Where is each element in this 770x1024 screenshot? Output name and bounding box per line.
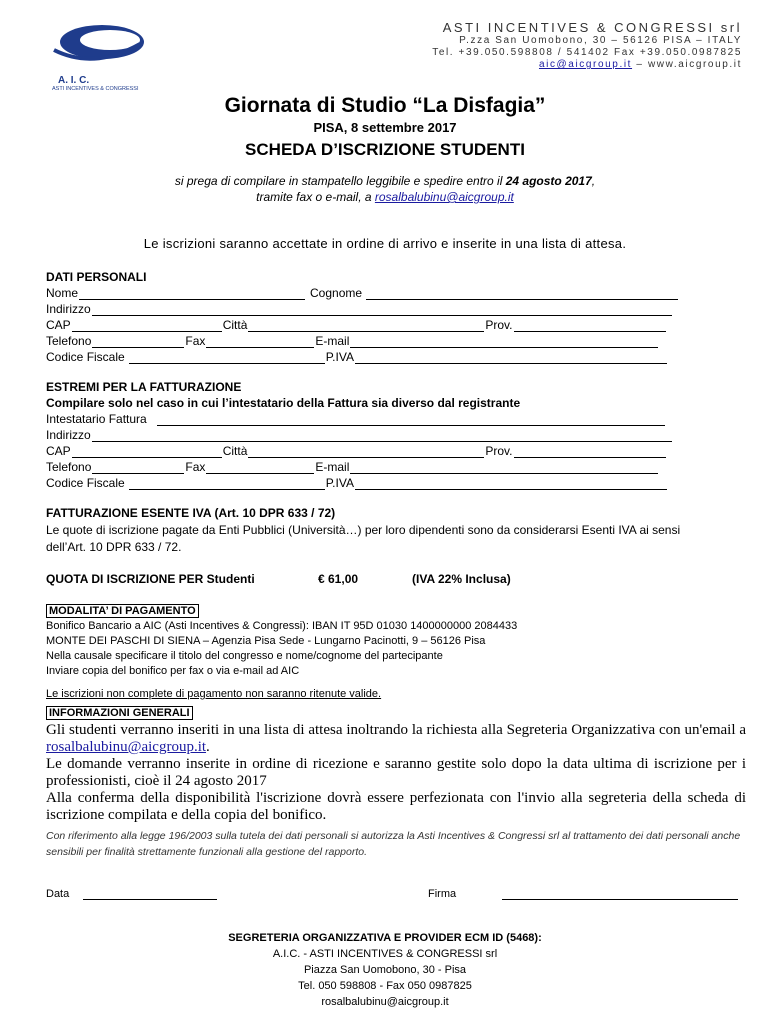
signature-field[interactable]	[502, 888, 738, 900]
footer-line-5: rosalbalubinu@aicgroup.it	[321, 996, 449, 1008]
company-header	[432, 20, 742, 71]
info-paragraph-2: Le domande verranno inserite in ordine di ricezione e saranno gestite solo dopo la data ultima di iscrizione per i professionisti, cioè il 24 agosto 2017	[46, 756, 746, 789]
footer-line-4: Tel. 050 598808 - Fax 050 0987825	[298, 980, 472, 992]
payment-heading: MODALITA’ DI PAGAMENTO	[46, 604, 199, 618]
fee-vat: (IVA 22% Inclusa)	[412, 572, 511, 586]
email-label: E-mail	[315, 334, 350, 348]
payment-line: MONTE DEI PASCHI DI SIENA – Agenzia Pisa Sede - Lungarno Pacinotti, 9 – 56126 Pisa	[46, 635, 486, 647]
personal-data-heading: DATI PERSONALI	[46, 270, 147, 284]
vat-text-1: Le quote di iscrizione pagate da Enti Pubblici (Università…) per loro dipendenti sono da considerarsi Esenti IVA ai sensi	[46, 523, 681, 537]
billing-telefono-row	[46, 460, 659, 474]
prov-field[interactable]	[514, 320, 666, 332]
note-deadline: 24 agosto 2017	[505, 174, 592, 188]
company-name: ASTI INCENTIVES & CONGRESSI srl	[442, 20, 742, 35]
footer	[0, 930, 770, 1010]
cap-label: CAP	[46, 318, 71, 332]
info-email-link[interactable]: rosalbalubinu@aicgroup.it	[46, 739, 207, 755]
cf-field[interactable]	[129, 352, 325, 364]
billing-fax-field[interactable]	[206, 462, 314, 474]
info-section-heading	[46, 706, 193, 721]
signature-row	[428, 888, 739, 900]
billing-cap-row	[46, 444, 667, 458]
company-email-link[interactable]: aic@aicgroup.it	[538, 59, 633, 70]
company-logo	[44, 20, 150, 90]
form-title: SCHEDA D’ISCRIZIONE STUDENTI	[245, 140, 525, 159]
date-field[interactable]	[83, 888, 217, 900]
billing-cap-field[interactable]	[72, 446, 222, 458]
billing-indirizzo-field[interactable]	[92, 430, 672, 442]
note-text-1: si prega di compilare in stampatello leggibile e spedire entro il	[174, 174, 506, 188]
privacy-note: Con riferimento alla legge 196/2003 sulla tutela dei dati personali si autorizza la Asti Incentives & Congressi srl al trattamento dei dati personali anche sensibili per finalità strettamente funzionali alla gestione del rapporto.	[46, 830, 741, 858]
note-email-link[interactable]: rosalbalubinu@aicgroup.it	[374, 190, 514, 204]
instructions-note	[0, 173, 770, 205]
billing-email-field[interactable]	[350, 462, 658, 474]
date-label: Data	[46, 888, 70, 900]
cf-label: Codice Fiscale	[46, 350, 125, 364]
billing-cf-field[interactable]	[129, 478, 325, 490]
billing-cap-label: CAP	[46, 444, 71, 458]
billing-email-label: E-mail	[315, 460, 350, 474]
cap-row	[46, 318, 667, 332]
info-heading: INFORMAZIONI GENERALI	[46, 706, 193, 720]
cf-row	[46, 350, 668, 364]
nome-row	[46, 286, 679, 300]
indirizzo-field[interactable]	[92, 304, 672, 316]
telefono-row	[46, 334, 659, 348]
date-row	[46, 888, 218, 900]
payment-line: Inviare copia del bonifico per fax o via e-mail ad AIC	[46, 665, 300, 677]
event-date: PISA, 8 settembre 2017	[313, 120, 457, 135]
billing-fax-label: Fax	[185, 460, 206, 474]
company-phone: Tel. +39.050.598808 / 541402 Fax +39.050.0987825	[432, 47, 742, 58]
payment-line: Bonifico Bancario a AIC (Asti Incentives & Congressi): IBAN IT 95D 01030 1400000000 2084433	[46, 620, 518, 632]
indirizzo-label: Indirizzo	[46, 302, 91, 316]
billing-citta-label: Città	[222, 444, 248, 458]
intestatario-label: Intestatario Fattura	[46, 412, 147, 426]
email-field[interactable]	[350, 336, 658, 348]
vat-heading: FATTURAZIONE ESENTE IVA (Art. 10 DPR 633 / 72)	[46, 506, 336, 520]
billing-heading: ESTREMI PER LA FATTURAZIONE	[46, 380, 242, 394]
intestatario-field[interactable]	[157, 414, 665, 426]
billing-telefono-label: Telefono	[46, 460, 92, 474]
footer-line-1: SEGRETERIA ORGANIZZATIVA E PROVIDER ECM ID (5468):	[228, 932, 542, 944]
payment-warning: Le iscrizioni non complete di pagamento non saranno ritenute valide.	[46, 688, 382, 700]
cap-field[interactable]	[72, 320, 222, 332]
page-title: Giornata di Studio “La Disfagia”	[224, 94, 546, 117]
fax-label: Fax	[185, 334, 206, 348]
vat-text	[46, 522, 680, 556]
logo-subtitle: ASTI INCENTIVES & CONGRESSI	[52, 86, 139, 92]
billing-indirizzo-row	[46, 428, 673, 442]
billing-telefono-field[interactable]	[92, 462, 184, 474]
acceptance-note: Le iscrizioni saranno accettate in ordine di arrivo e inserite in una lista di attesa.	[143, 236, 627, 251]
fee-amount: € 61,00	[318, 572, 359, 586]
aic-logo-icon	[44, 20, 150, 70]
billing-subheading: Compilare solo nel caso in cui l’intestatario della Fattura sia diverso dal registrante	[46, 396, 521, 410]
citta-field[interactable]	[248, 320, 484, 332]
payment-line: Nella causale specificare il titolo del congresso e nome/cognome del partecipante	[46, 650, 443, 662]
company-website: – www.aicgroup.it	[632, 59, 742, 70]
piva-field[interactable]	[355, 352, 667, 364]
billing-cf-label: Codice Fiscale	[46, 476, 125, 490]
cognome-field[interactable]	[366, 288, 678, 300]
logo-brand: A. I. C.	[58, 75, 90, 86]
fee-label: QUOTA DI ISCRIZIONE PER Studenti	[46, 572, 255, 586]
telefono-field[interactable]	[92, 336, 184, 348]
billing-cf-row	[46, 476, 668, 490]
nome-field[interactable]	[79, 288, 305, 300]
billing-prov-field[interactable]	[514, 446, 666, 458]
cognome-label: Cognome	[310, 286, 363, 300]
billing-piva-label: P.IVA	[325, 476, 354, 490]
footer-line-2: A.I.C. - ASTI INCENTIVES & CONGRESSI srl	[272, 948, 498, 960]
info-text	[46, 722, 746, 824]
vat-text-2: dell’Art. 10 DPR 633 / 72.	[46, 540, 182, 554]
info-paragraph-1: Gli studenti verranno inseriti in una lista di attesa inoltrando la richiesta alla Segreteria Organizzativa con un'email a rosalbalubinu@aicgroup.it.	[46, 722, 746, 755]
intestatario-row	[46, 412, 666, 426]
citta-label: Città	[222, 318, 248, 332]
billing-piva-field[interactable]	[355, 478, 667, 490]
note-text-2: tramite fax o e-mail, a	[256, 190, 375, 204]
piva-label: P.IVA	[325, 350, 354, 364]
nome-label: Nome	[46, 286, 79, 300]
company-address: P.zza San Uomobono, 30 – 56126 PISA – ITALY	[459, 35, 742, 46]
prov-label: Prov.	[485, 318, 513, 332]
signature-label: Firma	[428, 888, 457, 900]
indirizzo-row	[46, 302, 673, 316]
info-paragraph-3: Alla conferma della disponibilità l'iscrizione dovrà essere perfezionata con l'invio alla segreteria della scheda di iscrizione compilata e della copia del bonifico.	[46, 790, 746, 823]
telefono-label: Telefono	[46, 334, 92, 348]
billing-citta-field[interactable]	[248, 446, 484, 458]
footer-line-3: Piazza San Uomobono, 30 - Pisa	[303, 964, 467, 976]
billing-prov-label: Prov.	[485, 444, 513, 458]
payment-section	[46, 604, 517, 679]
note-comma: ,	[591, 174, 596, 188]
company-contacts	[432, 59, 742, 71]
billing-indirizzo-label: Indirizzo	[46, 428, 91, 442]
fax-field[interactable]	[206, 336, 314, 348]
